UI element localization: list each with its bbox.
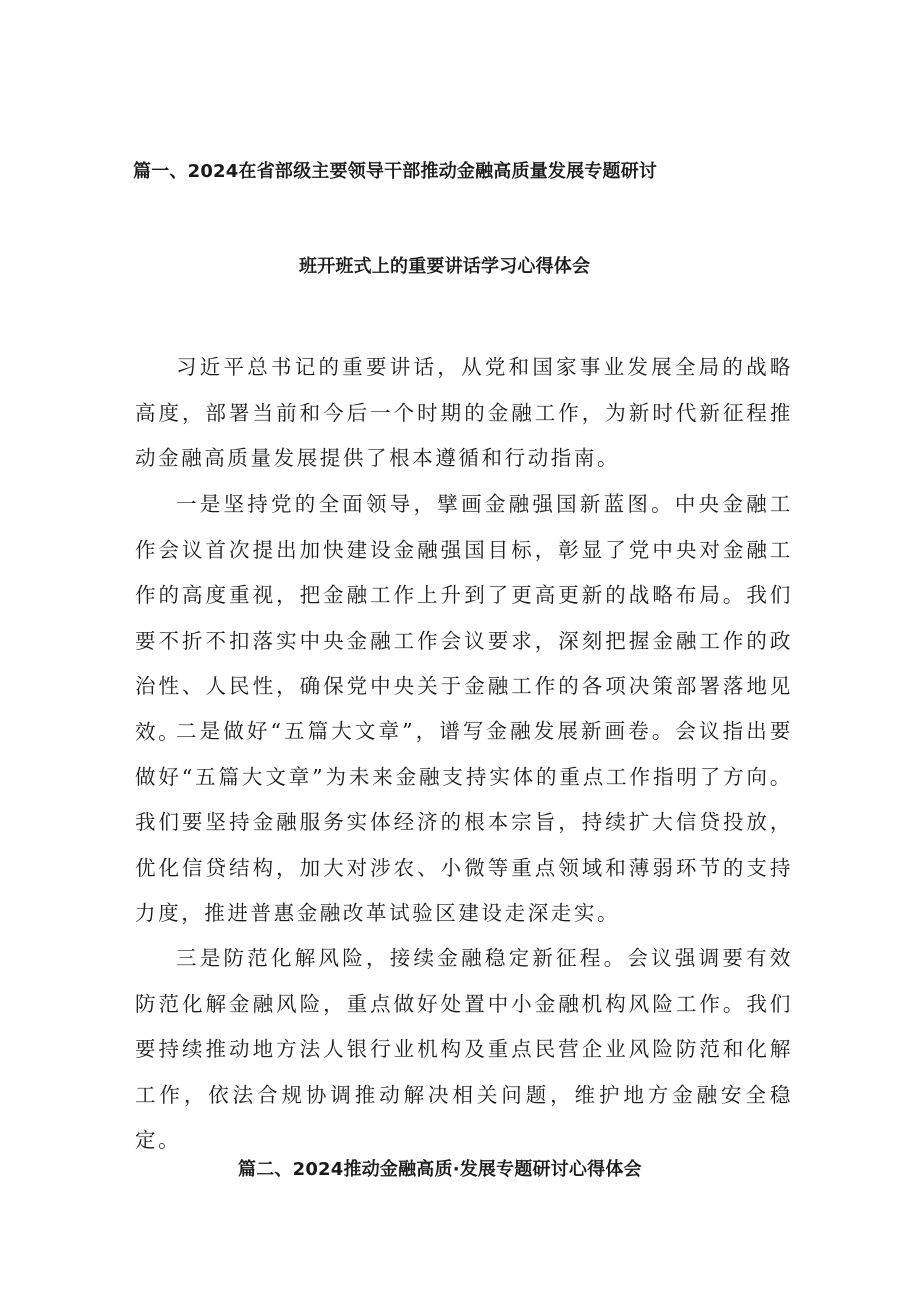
- paragraph-point-two: 二是做好“五篇大文章”，谱写金融发展新画卷。会议指出要做好“五篇大文章”为未来金融支持实体的重点工作指明了方向。我们要坚持金融服务实体经济的根本宗旨，持续扩大信贷投放，优化信贷结构，加大对涉农、小微等重点领域和薄弱环节的支持力度，推进普惠金融改革试验区建设走深走实。: [135, 719, 793, 925]
- paragraph-intro: 习近平总书记的重要讲话，从党和国家事业发展全局的战略高度，部署当前和今后一个时期的金融工作，为新时代新征程推动金融高质量发展提供了根本遵循和行动指南。: [135, 355, 793, 470]
- section2-title: 篇二、2024推动金融高质·发展专题研讨心得体会: [238, 1159, 642, 1180]
- paragraph-point-three: 三是防范化解风险，接续金融稳定新征程。会议强调要有效防范化解金融风险，重点做好处置中小金融机构风险工作。我们要持续推动地方法人银行业机构及重点民营企业风险防范和化解工作，依法合规协调推动解决相关问题，维护地方金融安全稳定。: [135, 946, 793, 1152]
- section1-title-line2: 班开班式上的重要讲话学习心得体会: [299, 256, 591, 277]
- section1-title-line1: 篇一、2024在省部级主要领导干部推动金融高质量发展专题研讨: [133, 161, 658, 182]
- paragraph-point-one: 一是坚持党的全面领导，擘画金融强国新蓝图。中央金融工作会议首次提出加快建设金融强国目标，彰显了党中央对金融工作的高度重视，把金融工作上升到了更高更新的战略布局。我们要不折不扣落实中央金融工作会议要求，深刻把握金融工作的政治性、人民性，确保党中央关于金融工作的各项决策部署落地见效。: [135, 492, 793, 744]
